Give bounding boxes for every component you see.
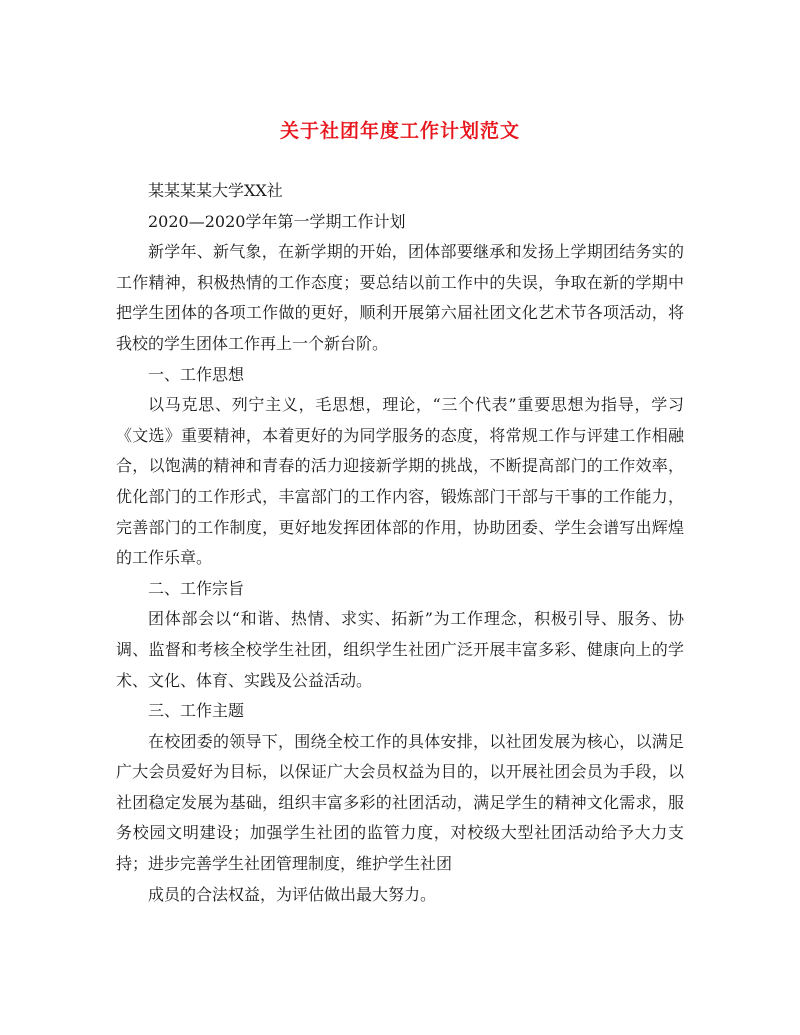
section-paragraph-work-thought: 以马克思、列宁主义，毛思想，理论，“三个代表”重要思想为指导，学习《文选》重要精神，本着更好的为同学服务的态度，将常规工作与评建工作相融合，以饱满的精神和青春的活力迎接新学期的挑战，不断提高部门的工作效率，优化部门的工作形式，丰富部门的工作内容，锻炼部门干部与干事的工作能力，完善部门的工作制度，更好地发挥团体部的作用，协助团委、学生会谱写出辉煌的工作乐章。 <box>116 395 684 568</box>
section-paragraph-work-purpose: 团体部会以“和谐、热情、求实、拓新”为工作理念，积极引导、服务、协调、监督和考核全校学生社团，组织学生社团广泛开展丰富多彩、健康向上的学术、文化、体育、实践及公益活动。 <box>116 609 684 690</box>
closing-line: 成员的合法权益，为评估做出最大努力。 <box>148 884 437 904</box>
section-heading-work-thought: 一、工作思想 <box>148 364 245 384</box>
document-title: 关于社团年度工作计划范文 <box>279 120 520 142</box>
org-line: 某某某某大学XX社 <box>148 181 283 200</box>
intro-paragraph: 新学年、新气象，在新学期的开始，团体部要继承和发扬上学期团结务实的工作精神，积极热情的工作态度；要总结以前工作中的失误，争取在新的学期中把学生团体的各项工作做的更好，顺利开展第六届社团文化艺术节各项活动，将我校的学生团体工作再上一个新台阶。 <box>116 242 684 353</box>
section-paragraph-work-theme: 在校团委的领导下，围绕全校工作的具体安排，以社团发展为核心，以满足广大会员爱好为目标，以保证广大会员权益为目的，以开展社团会员为手段，以社团稳定发展为基础，组织丰富多彩的社团活动，满足学生的精神文化需求，服务校园文明建设；加强学生社团的监管力度，对校级大型社团活动给予大力支持；进步完善学生社团管理制度，维护学生社团 <box>116 731 684 874</box>
section-heading-work-purpose: 二、工作宗旨 <box>148 578 245 598</box>
term-line: 2020—2020学年第一学期工作计划 <box>148 211 406 231</box>
section-heading-work-theme: 三、工作主题 <box>148 701 245 721</box>
document-body <box>116 176 684 910</box>
